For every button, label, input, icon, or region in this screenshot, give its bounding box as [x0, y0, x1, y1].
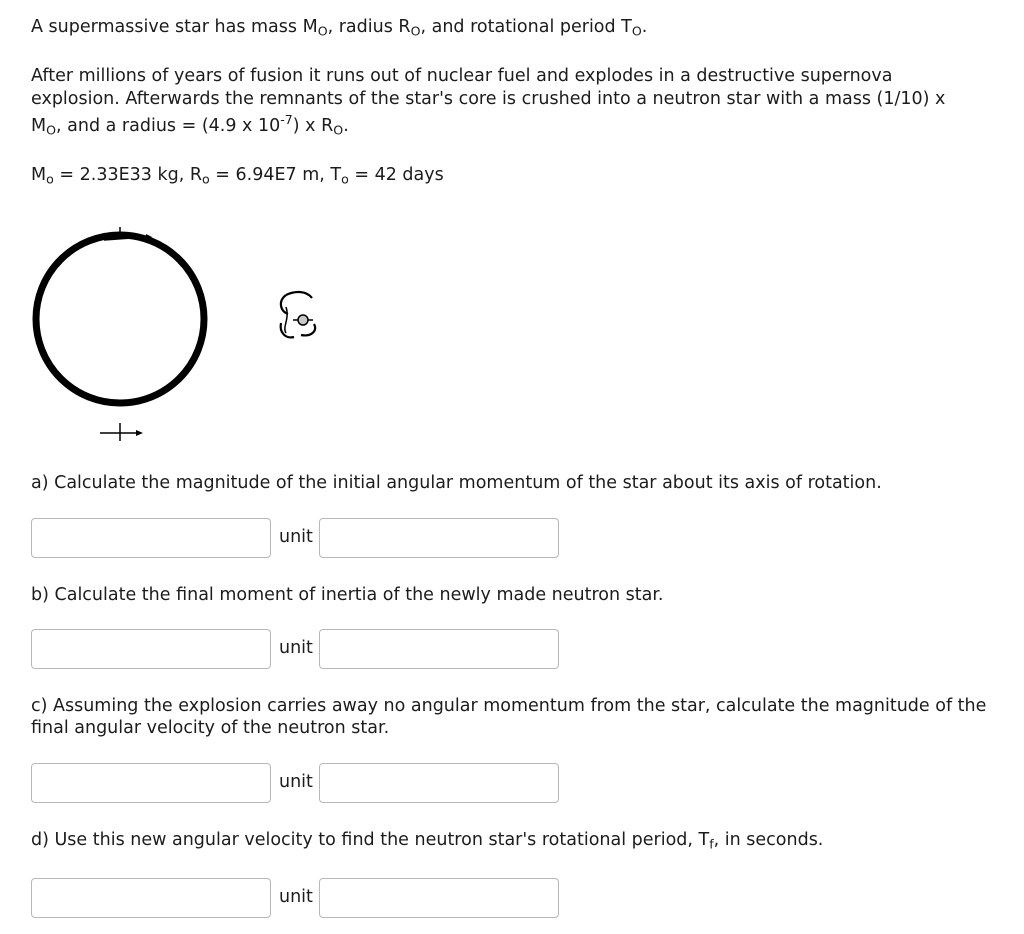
intro-line-1: A supermassive star has mass $M_O$, radius $R_O$, and rotational period $T_O$.: [31, 17, 648, 39]
question-a-unit-label: unit: [279, 527, 313, 547]
question-c-text-line-1: c) Assuming the explosion carries away no angular momentum from the star, calculate the magnitude of the: [31, 696, 987, 716]
question-b-unit-label: unit: [279, 638, 313, 658]
neutron-star-icon: [281, 292, 315, 337]
question-b-answer-row: [31, 629, 561, 669]
question-a-answer-row: [31, 518, 561, 558]
question-d-unit-input[interactable]: [319, 878, 559, 918]
star-collapse-figure: [20, 215, 360, 450]
intro-line-2: After millions of years of fusion it runs out of nuclear fuel and explodes in a destructive supernova: [31, 66, 893, 86]
question-c-unit-input[interactable]: [319, 763, 559, 803]
question-d-unit-label: unit: [279, 887, 313, 907]
question-c-answer-input[interactable]: [31, 763, 271, 803]
question-d-text: d) Use this new angular velocity to find the neutron star's rotational period, $T_f$, in seconds.: [31, 830, 824, 852]
question-a-text: a) Calculate the magnitude of the initial angular momentum of the star about its axis of rotation.: [31, 473, 882, 493]
intro-line-3: explosion. Afterwards the remnants of the star's core is crushed into a neutron star with a mass (1/10) x: [31, 89, 946, 109]
question-c-answer-row: [31, 763, 561, 803]
question-b-answer-input[interactable]: [31, 629, 271, 669]
question-c-unit-label: unit: [279, 772, 313, 792]
question-d-answer-input[interactable]: [31, 878, 271, 918]
question-a-unit-input[interactable]: [319, 518, 559, 558]
large-star-circle-icon: [36, 227, 204, 441]
intro-line-4: $M_O$, and a radius = (4.9 x $10^{-7}$) x $R_O$.: [31, 112, 349, 138]
given-values: $M_o = 2.33E33$ kg, $R_o = 6.94E7$ m, $T_o = 42$ days: [31, 165, 444, 187]
question-b-text: b) Calculate the final moment of inertia of the newly made neutron star.: [31, 585, 664, 605]
question-d-answer-row: [31, 878, 561, 918]
question-a-answer-input[interactable]: [31, 518, 271, 558]
question-c-text-line-2: final angular velocity of the neutron star.: [31, 718, 390, 738]
question-b-unit-input[interactable]: [319, 629, 559, 669]
